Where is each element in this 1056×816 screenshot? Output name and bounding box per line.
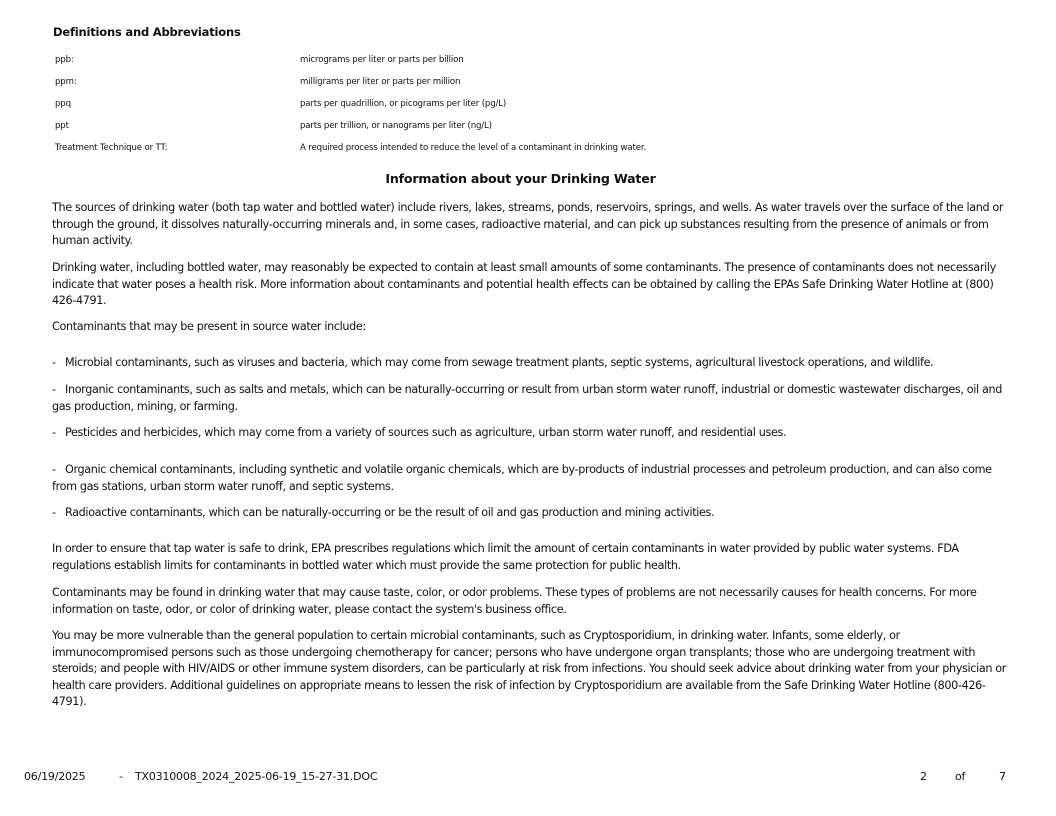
- epa-regulations-paragraph: [52, 541, 1018, 574]
- taste-odor-paragraph: [52, 585, 1018, 618]
- list-item: [52, 382, 1018, 415]
- paragraph-text: Contaminants may be found in drinking water that may cause taste, color, or odor problems. These types of problems are not necessarily causes for health concerns. For more information on taste, odor, or color of drinking water, please contact the system's business office.: [52, 586, 977, 616]
- list-dash: -: [52, 426, 56, 439]
- definition-term: ppb:: [55, 55, 74, 65]
- list-dash: -: [52, 463, 56, 476]
- footer-page-number: 2: [920, 770, 927, 783]
- paragraph-text: Contaminants that may be present in source water include:: [52, 320, 366, 333]
- sources-paragraph: [52, 200, 1018, 250]
- footer-separator: -: [119, 770, 123, 783]
- list-dash: -: [52, 383, 56, 396]
- definition-row: [55, 121, 755, 143]
- list-item: [52, 425, 1018, 442]
- definitions-table: [55, 55, 755, 165]
- paragraph-text: In order to ensure that tap water is safe to drink, EPA prescribes regulations which limit the amount of certain contaminants in water provided by public water systems. FDA regulations establish limits for contaminants in bottled water which must provide the same protection for public health.: [52, 542, 959, 572]
- paragraph-text: The sources of drinking water (both tap water and bottled water) include rivers, lakes, streams, ponds, reservoirs, springs, and wells. As water travels over the surface of the land or through the ground, it dissolves naturally-occurring minerals and, in some cases, radioactive material, and can pick up substances resulting from the presence of animals or from human activity.: [52, 201, 1004, 248]
- list-item-text: Pesticides and herbicides, which may come from a variety of sources such as agriculture, urban storm water runoff, and residential uses.: [65, 426, 787, 439]
- list-dash: -: [52, 356, 56, 369]
- definition-row: [55, 143, 755, 165]
- definition-row: [55, 99, 755, 121]
- definition-term: ppt: [55, 121, 69, 131]
- footer-page-total: 7: [999, 770, 1006, 783]
- footer-page-of: of: [955, 770, 966, 783]
- list-item: [52, 505, 1018, 522]
- list-item-text: Microbial contaminants, such as viruses and bacteria, which may come from sewage treatment plants, septic systems, agricultural livestock operations, and wildlife.: [65, 356, 934, 369]
- definition-description: parts per quadrillion, or picograms per liter (pg/L): [300, 99, 507, 109]
- info-section-title: Information about your Drinking Water: [385, 171, 656, 186]
- paragraph-text: Drinking water, including bottled water, may reasonably be expected to contain at least small amounts of some contaminants. The presence of contaminants does not necessarily indicate that water poses a health risk. More information about contaminants and potential health effects can be obtained by calling the EPAs Safe Drinking Water Hotline at (800) 426-4791.: [52, 261, 996, 308]
- definition-term: ppq: [55, 99, 71, 109]
- vulnerable-populations-paragraph: [52, 628, 1018, 711]
- definition-row: [55, 77, 755, 99]
- definition-term: Treatment Technique or TT:: [55, 143, 168, 153]
- paragraph-text: You may be more vulnerable than the general population to certain microbial contaminants, such as Cryptosporidium, in drinking water. Infants, some elderly, or immunocompromised persons such as those undergoing chemotherapy for cancer; persons who have undergone organ transplants; those who are undergoing treatment with steroids; and people with HIV/AIDS or other immune system disorders, can be particularly at risk from infections. You should seek advice about drinking water from your physician or health care providers. Additional guidelines on appropriate means to lessen the risk of infection by Cryptosporidium are available from the Safe Drinking Water Hotline (800-426-4791).: [52, 629, 1007, 709]
- definition-description: milligrams per liter or parts per million: [300, 77, 461, 87]
- list-item-text: Organic chemical contaminants, including synthetic and volatile organic chemicals, which are by-products of industrial processes and petroleum production, and can also come from gas stations, urban storm water runoff, and septic systems.: [52, 463, 992, 493]
- list-dash: -: [52, 506, 56, 519]
- list-item-text: Radioactive contaminants, which can be naturally-occurring or be the result of oil and gas production and mining activities.: [65, 506, 715, 519]
- definition-description: parts per trillion, or nanograms per liter (ng/L): [300, 121, 492, 131]
- definition-term: ppm:: [55, 77, 77, 87]
- contaminants-intro-paragraph: [52, 319, 1018, 336]
- footer-filename: TX0310008_2024_2025-06-19_15-27-31.DOC: [135, 770, 378, 783]
- definition-description: micrograms per liter or parts per billion: [300, 55, 464, 65]
- definition-description: A required process intended to reduce the level of a contaminant in drinking water.: [300, 143, 647, 153]
- definition-row: [55, 55, 755, 77]
- list-item: [52, 355, 1018, 372]
- list-item: [52, 462, 1018, 495]
- contaminants-expected-paragraph: [52, 260, 1018, 310]
- definitions-heading: Definitions and Abbreviations: [53, 25, 241, 39]
- list-item-text: Inorganic contaminants, such as salts and metals, which can be naturally-occurring or result from urban storm water runoff, industrial or domestic wastewater discharges, oil and gas production, mining, or farming.: [52, 383, 1002, 413]
- footer-date: 06/19/2025: [24, 770, 86, 783]
